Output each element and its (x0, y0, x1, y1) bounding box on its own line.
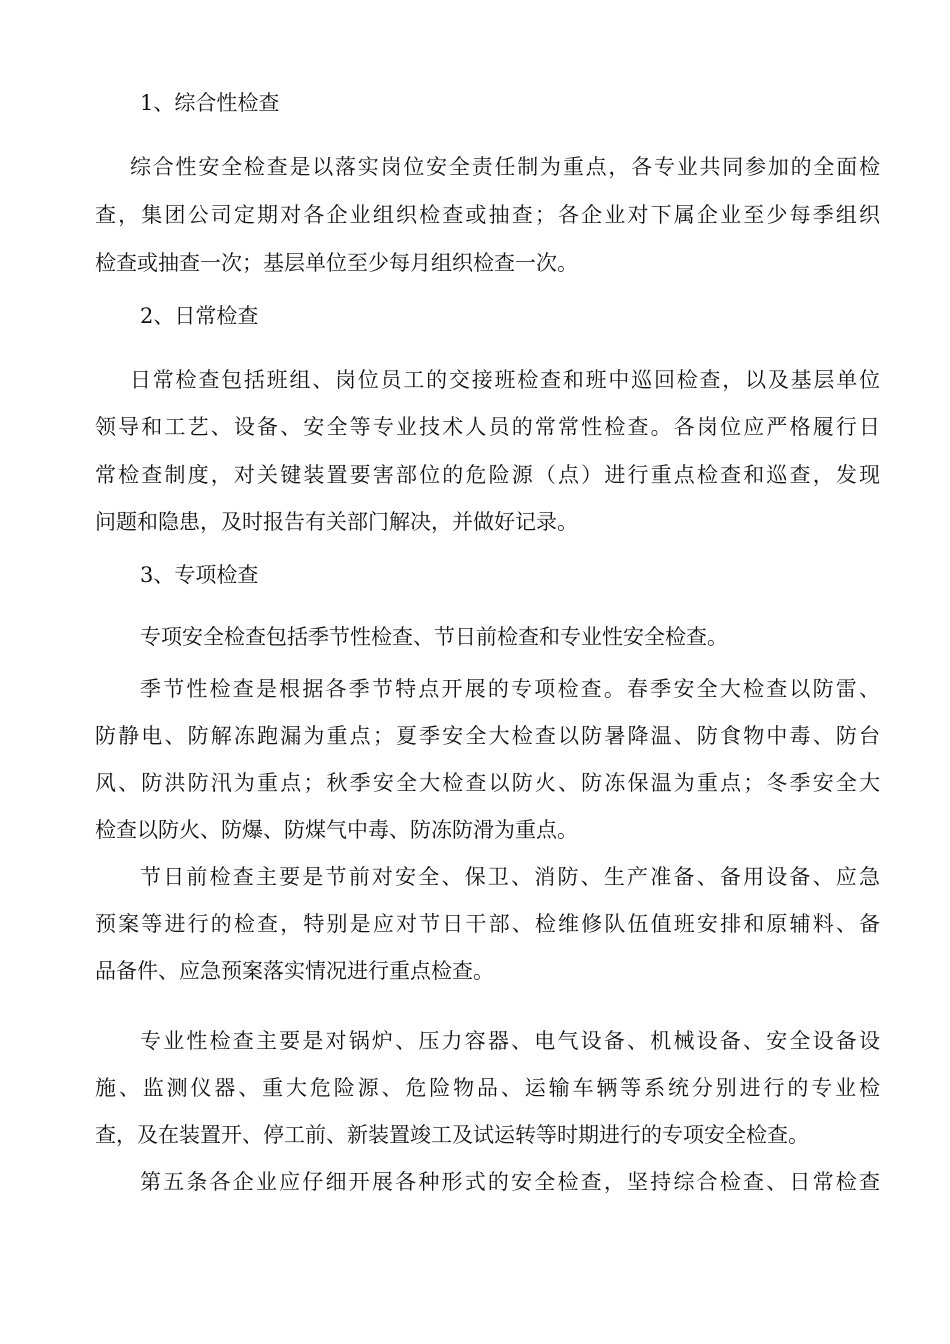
paragraph-line: 常检查制度，对关键装置要害部位的危险源（点）进行重点检查和巡查，发现 (95, 463, 880, 487)
section-heading: 3、专项检查 (140, 563, 259, 587)
paragraph-line: 防静电、防解冻跑漏为重点；夏季安全大检查以防暑降温、防食物中毒、防台 (95, 724, 880, 748)
paragraph-line: 日常检查包括班组、岗位员工的交接班检查和班中巡回检查，以及基层单位 (130, 368, 880, 392)
paragraph-line: 专项安全检查包括季节性检查、节日前检查和专业性安全检查。 (140, 625, 728, 649)
paragraph-line: 问题和隐患，及时报告有关部门解决，并做好记录。 (95, 510, 578, 534)
paragraph-line: 检查以防火、防爆、防煤气中毒、防冻防滑为重点。 (95, 818, 578, 842)
paragraph-line: 节日前检查主要是节前对安全、保卫、消防、生产准备、备用设备、应急 (140, 865, 880, 889)
paragraph-line: 查，集团公司定期对各企业组织检查或抽查；各企业对下属企业至少每季组织 (95, 203, 880, 227)
paragraph-line: 季节性检查是根据各季节特点开展的专项检查。春季安全大检查以防雷、 (140, 677, 880, 701)
paragraph-line: 检查或抽查一次；基层单位至少每月组织检查一次。 (95, 251, 578, 275)
paragraph-line: 专业性检查主要是对锅炉、压力容器、电气设备、机械设备、安全设备设 (140, 1029, 880, 1053)
section-heading: 2、日常检查 (140, 304, 259, 328)
section-heading: 1、综合性检查 (140, 91, 280, 115)
paragraph-line: 品备件、应急预案落实情况进行重点检查。 (95, 959, 494, 983)
paragraph-line: 领导和工艺、设备、安全等专业技术人员的常常性检查。各岗位应严格履行日 (95, 415, 880, 439)
paragraph-line: 施、监测仪器、重大危险源、危险物品、运输车辆等系统分别进行的专业检 (95, 1076, 880, 1100)
paragraph-line: 预案等进行的检查，特别是应对节日干部、检维修队伍值班安排和原辅料、备 (95, 912, 880, 936)
paragraph-line: 第五条各企业应仔细开展各种形式的安全检查，坚持综合检查、日常检查 (140, 1170, 880, 1194)
paragraph-line: 风、防洪防汛为重点；秋季安全大检查以防火、防冻保温为重点；冬季安全大 (95, 771, 880, 795)
paragraph-line: 查，及在装置开、停工前、新装置竣工及试运转等时期进行的专项安全检查。 (95, 1123, 809, 1147)
paragraph-line: 综合性安全检查是以落实岗位安全责任制为重点，各专业共同参加的全面检 (130, 155, 880, 179)
